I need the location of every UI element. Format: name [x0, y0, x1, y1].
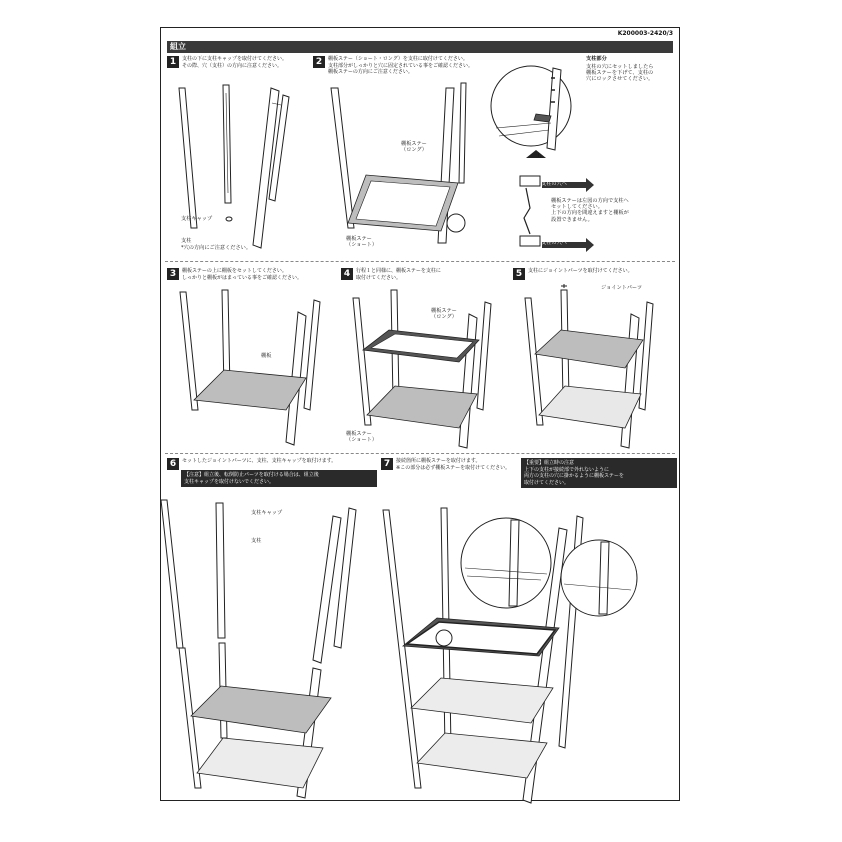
- step-number: 7: [381, 458, 393, 470]
- label-support-title: 支柱部分: [586, 56, 607, 62]
- label-up: 上: [536, 153, 542, 159]
- step-6: [167, 458, 382, 470]
- step-3-illustration: [176, 290, 336, 450]
- instruction-sheet: [160, 27, 680, 801]
- step-number: 2: [313, 56, 325, 68]
- label-direction-text: 棚板ステーは左図の方向で支柱へ セットしてください。 上下の方向を間違えますと棚板が 設置できません。: [551, 198, 629, 223]
- label-post-hole-2: 支柱の穴へ: [541, 240, 567, 246]
- step-5-illustration: [521, 290, 676, 450]
- step-3: [167, 268, 337, 281]
- label-post-6: 支柱: [251, 538, 262, 544]
- step-number: 6: [167, 458, 179, 470]
- step-5: [513, 268, 678, 280]
- shelf-board: [194, 370, 306, 410]
- step-number: 4: [341, 268, 353, 280]
- post-part: [331, 88, 354, 228]
- label-post-hole-1: 支柱の穴へ: [541, 181, 567, 187]
- post-part: [179, 88, 197, 228]
- label-shelf: 棚板: [261, 353, 272, 359]
- label-stay-short: 棚板ステー （ショート）: [346, 236, 378, 249]
- step-number: 3: [167, 268, 179, 280]
- post-part: [459, 83, 466, 183]
- step-6-illustration: [161, 498, 376, 798]
- step-7: [381, 458, 531, 471]
- step-text: 支柱の下に支柱キャップを取付けてください。 その際、穴（支柱）の方向に注意ください。: [182, 56, 288, 69]
- step-2-illustration: [326, 83, 486, 253]
- cap-part: [226, 217, 232, 221]
- label-stay-long: 棚板ステー （ロング）: [401, 141, 427, 154]
- step-text: 支柱にジョイントパーツを取付けてください。: [528, 268, 633, 274]
- step-text: 行程１と同様に、棚板ステーを支柱に 取付けてください。: [356, 268, 441, 281]
- step-2: [313, 56, 508, 76]
- label-cap: 支柱キャップ: [181, 216, 213, 222]
- step-4-illustration: [349, 290, 509, 450]
- step-text: 棚板ステーの上に棚板をセットしてください。 しっかりと棚板がはまっている事をご確認ください。: [182, 268, 303, 281]
- step-text: 棚板ステー（ショート・ロング）を支柱に取付けてください。 支柱部分がしっかりと穴に固定されている事をご確認ください。 棚板ステーの方向にご注意ください。: [328, 56, 474, 75]
- label-cap-6: 支柱キャップ: [251, 510, 283, 516]
- section-title-bar: 組立: [167, 41, 673, 53]
- label-joint: ジョイントパーツ: [601, 285, 643, 291]
- row-divider: [165, 453, 675, 454]
- step-text: セットしたジョイントパーツに、支柱、支柱キャップを取付けます。: [182, 458, 337, 464]
- label-post: 支柱: [181, 238, 192, 244]
- step-7-illustration: [381, 498, 681, 798]
- step-number: 5: [513, 268, 525, 280]
- step-6-warning: 【注意】組立後、転倒防止パーツを取付ける場合は、組立後 支柱キャップを取付けないでください。: [181, 470, 377, 487]
- document-code: K200003-2420/3: [617, 30, 673, 37]
- step-1: [167, 56, 322, 69]
- label-stay-short-4: 棚板ステー （ショート）: [346, 431, 378, 444]
- label-stay-long-4: 棚板ステー （ロング）: [431, 308, 457, 321]
- detail-circle: [491, 58, 571, 158]
- step-text: 接続箇所に棚板ステーを取付けます。 ※この部分は必ず棚板ステーを取付けてください。: [396, 458, 511, 471]
- step-number: 1: [167, 56, 179, 68]
- step-1-illustration: [171, 83, 311, 253]
- row-divider: [165, 261, 675, 262]
- assembly-warning: 【重要】組立時の注意 上下の支柱が接続部で外れないように 両方の支柱の穴に掛かるように棚板ステーを 取付けてください。: [521, 458, 677, 488]
- step-4: [341, 268, 476, 281]
- label-post-note: *穴の方向にご注意ください。: [181, 245, 252, 251]
- label-support-text: 支柱の穴にセットしましたら 棚板ステーを下げて、支柱の 穴にロックさせてください。: [586, 64, 654, 83]
